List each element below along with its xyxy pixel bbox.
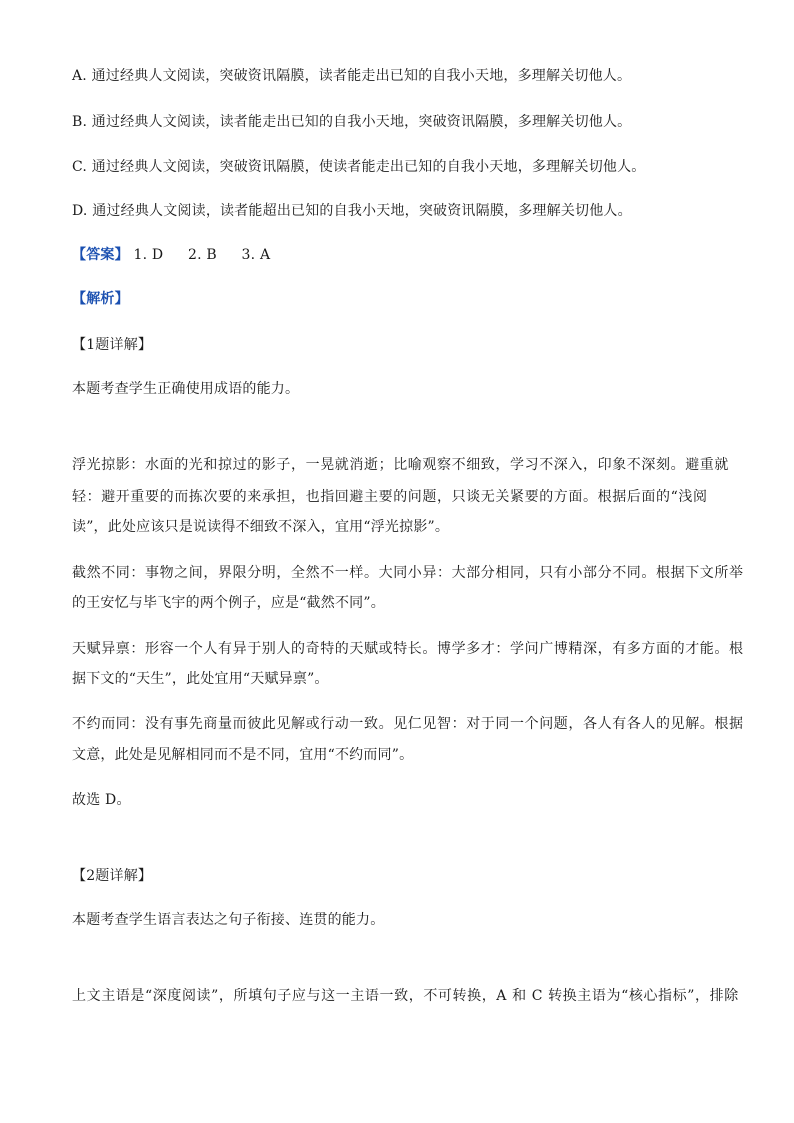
answer-line — [72, 245, 732, 265]
q1-p3-line1: 天赋异禀：形容一个人有异于别人的奇特的天赋或特长。博学多才：学问广博精深，有多方面的才能。根 — [72, 641, 744, 657]
q1-p4-line1: 不约而同：没有事先商量而彼此见解或行动一致。见仁见智：对于同一个问题，各人有各人的见解。根据 — [72, 716, 744, 732]
q2-p1-line1: 上文主语是“深度阅读”，所填句子应与这一主语一致，不可转换，A 和 C 转换主语为“核心指标”，排除 — [72, 988, 739, 1004]
q1-p3-line2: 据下文的“天生”，此处宜用“天赋异禀”。 — [72, 671, 329, 687]
q2-intro: 本题考查学生语言表达之句子衔接、连贯的能力。 — [72, 912, 385, 928]
q1-p1-line3: 读”，此处应该只是说读得不细致不深入，宜用“浮光掠影”。 — [72, 519, 450, 535]
q2-header: 【2题详解】 — [72, 868, 153, 884]
answer-label: 【答案】 — [72, 247, 129, 263]
answer-item-2: 2. B — [187, 247, 217, 263]
answer-item-3: 3. A — [241, 247, 271, 263]
q1-p2-line2: 的王安忆与毕飞宇的两个例子，应是“截然不同”。 — [72, 595, 385, 611]
option-d: D. 通过经典人文阅读，读者能超出已知的自我小天地，突破资讯隔膜，多理解关切他人。 — [72, 203, 632, 219]
q1-intro: 本题考查学生正确使用成语的能力。 — [72, 381, 300, 397]
q1-header: 【1题详解】 — [72, 337, 153, 353]
analysis-label: 【解析】 — [72, 291, 129, 307]
q1-p1-line1: 浮光掠影：水面的光和掠过的影子，一晃就消逝；比喻观察不细致，学习不深入，印象不深刻。避重就 — [72, 457, 729, 473]
option-c: C. 通过经典人文阅读，突破资讯隔膜，使读者能走出已知的自我小天地，多理解关切他人。 — [72, 159, 646, 175]
q1-p2-line1: 截然不同：事物之间，界限分明，全然不一样。大同小异：大部分相同，只有小部分不同。根据下文所举 — [72, 565, 744, 581]
answer-item-1: 1. D — [133, 247, 164, 263]
q1-conclusion: 故选 D。 — [72, 792, 131, 808]
option-b: B. 通过经典人文阅读，读者能走出已知的自我小天地，突破资讯隔膜，多理解关切他人。 — [72, 114, 632, 130]
q1-p4-line2: 文意，此处是见解相同而不是不同，宜用“不约而同”。 — [72, 747, 414, 763]
q1-p1-line2: 轻：避开重要的而拣次要的来承担，也指回避主要的问题，只谈无关紧要的方面。根据后面的“浅阅 — [72, 489, 708, 505]
option-a: A. 通过经典人文阅读，突破资讯隔膜，读者能走出已知的自我小天地，多理解关切他人。 — [72, 68, 632, 84]
